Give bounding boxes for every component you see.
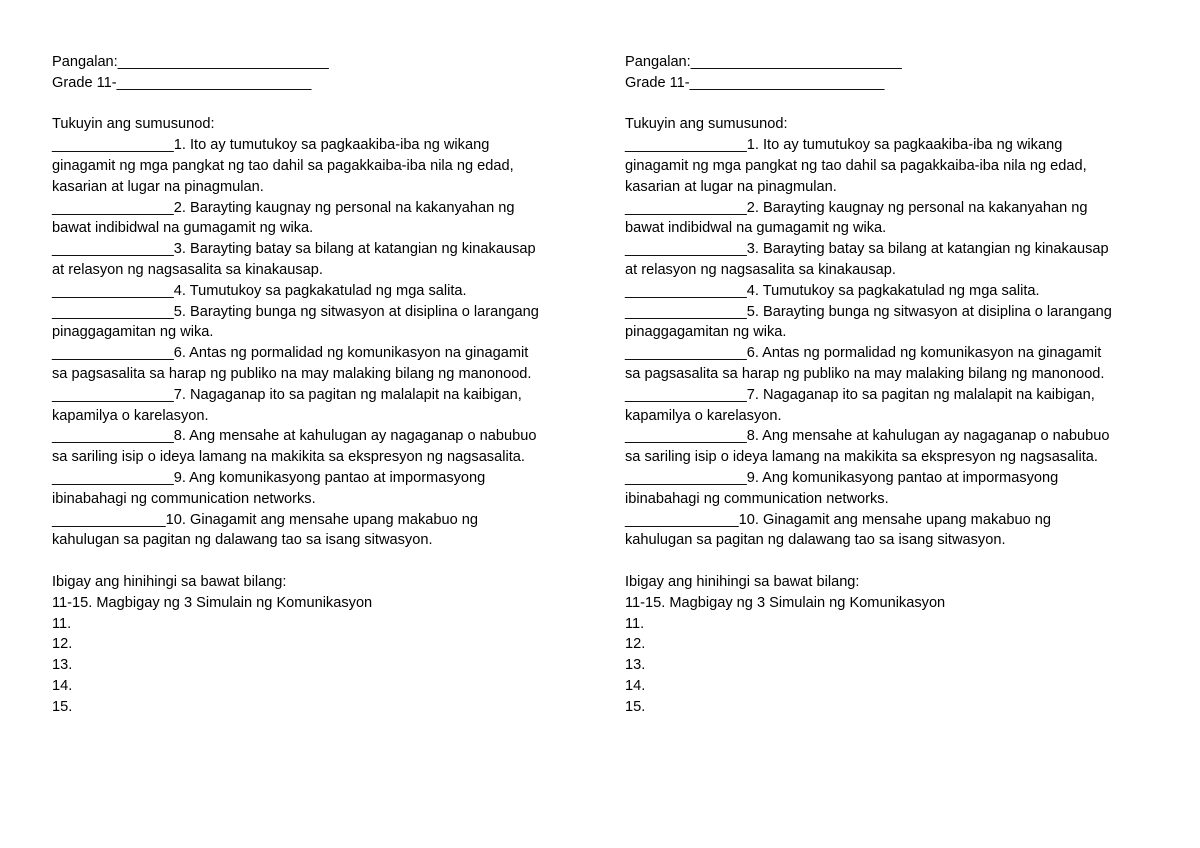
question-line: _______________2. Barayting kaugnay ng personal na kakanyahan ng xyxy=(52,199,515,216)
section2-prompt: 11-15. Magbigay ng 3 Simulain ng Komunikasyon xyxy=(52,594,373,611)
question-line: _______________6. Antas ng pormalidad ng komunikasyon na ginagamit xyxy=(52,345,529,362)
question-line: _______________5. Barayting bunga ng sitwasyon at disiplina o larangang xyxy=(625,303,1112,320)
question-line: pinaggagamitan ng wika. xyxy=(52,324,214,341)
question-line: _______________4. Tumutukoy sa pagkakatulad ng mga salita. xyxy=(52,282,467,299)
answer-number: 12. xyxy=(625,636,646,653)
grade-line: Grade 11-________________________ xyxy=(625,74,885,91)
question-line: ibinabahagi ng communication networks. xyxy=(625,490,889,507)
question-line: _______________7. Nagaganap ito sa pagitan ng malalapit na kaibigan, xyxy=(52,386,522,403)
question-line: at relasyon ng nagsasalita sa kinakausap. xyxy=(52,261,323,278)
section1-instruction: Tukuyin ang sumusunod: xyxy=(52,116,215,133)
question-line: ______________10. Ginagamit ang mensahe upang makabuo ng xyxy=(625,511,1051,528)
name-line: Pangalan:__________________________ xyxy=(625,54,902,70)
question-line: at relasyon ng nagsasalita sa kinakausap. xyxy=(625,261,896,278)
worksheet-right xyxy=(625,52,1165,718)
question-line: _______________8. Ang mensahe at kahulugan ay nagaganap o nabubuo xyxy=(625,428,1110,445)
question-line: kahulugan sa pagitan ng dalawang tao sa isang sitwasyon. xyxy=(52,532,433,549)
grade-line: Grade 11-________________________ xyxy=(52,74,312,91)
question-line: _______________3. Barayting batay sa bilang at katangian ng kinakausap xyxy=(52,241,536,258)
question-line: kapamilya o karelasyon. xyxy=(625,407,782,424)
worksheet-left xyxy=(52,52,592,718)
question-line: kapamilya o karelasyon. xyxy=(52,407,209,424)
spacer xyxy=(625,551,1165,572)
question-line: sa pagsasalita sa harap ng publiko na may malaking bilang ng manonood. xyxy=(52,365,532,382)
question-line: sa sariling isip o ideya lamang na makikita sa ekspresyon ng nagsasalita. xyxy=(52,449,525,466)
question-line: _______________1. Ito ay tumutukoy sa pagkaakiba-iba ng wikang xyxy=(52,137,490,154)
answer-number: 14. xyxy=(625,677,646,694)
answer-number: 11. xyxy=(52,615,72,632)
answer-number: 14. xyxy=(52,677,73,694)
spacer xyxy=(625,94,1165,115)
section2-instruction: Ibigay ang hinihingi sa bawat bilang: xyxy=(52,573,287,590)
answer-number: 15. xyxy=(625,698,646,715)
answer-number: 13. xyxy=(625,657,646,674)
question-line: ______________10. Ginagamit ang mensahe upang makabuo ng xyxy=(52,511,478,528)
answer-number: 13. xyxy=(52,657,73,674)
question-line: _______________1. Ito ay tumutukoy sa pagkaakiba-iba ng wikang xyxy=(625,137,1063,154)
question-line: ginagamit ng mga pangkat ng tao dahil sa pagakkaiba-iba nila ng edad, xyxy=(625,157,1087,174)
name-line: Pangalan:__________________________ xyxy=(52,54,329,70)
question-line: sa pagsasalita sa harap ng publiko na may malaking bilang ng manonood. xyxy=(625,365,1105,382)
question-line: bawat indibidwal na gumagamit ng wika. xyxy=(625,220,887,237)
question-line: kasarian at lugar na pinagmulan. xyxy=(625,178,837,195)
question-line: _______________4. Tumutukoy sa pagkakatulad ng mga salita. xyxy=(625,282,1040,299)
question-line: _______________6. Antas ng pormalidad ng komunikasyon na ginagamit xyxy=(625,345,1102,362)
question-line: kasarian at lugar na pinagmulan. xyxy=(52,178,264,195)
question-line: _______________3. Barayting batay sa bilang at katangian ng kinakausap xyxy=(625,241,1109,258)
spacer xyxy=(52,94,592,115)
answer-number: 15. xyxy=(52,698,73,715)
question-line: ibinabahagi ng communication networks. xyxy=(52,490,316,507)
question-line: _______________9. Ang komunikasyong pantao at impormasyong xyxy=(52,469,486,486)
question-line: _______________2. Barayting kaugnay ng personal na kakanyahan ng xyxy=(625,199,1088,216)
section2-prompt: 11-15. Magbigay ng 3 Simulain ng Komunikasyon xyxy=(625,594,946,611)
spacer xyxy=(52,551,592,572)
question-line: _______________7. Nagaganap ito sa pagitan ng malalapit na kaibigan, xyxy=(625,386,1095,403)
section1-instruction: Tukuyin ang sumusunod: xyxy=(625,116,788,133)
question-line: kahulugan sa pagitan ng dalawang tao sa isang sitwasyon. xyxy=(625,532,1006,549)
section2-instruction: Ibigay ang hinihingi sa bawat bilang: xyxy=(625,573,860,590)
answer-number: 11. xyxy=(625,615,645,632)
answer-number: 12. xyxy=(52,636,73,653)
question-line: pinaggagamitan ng wika. xyxy=(625,324,787,341)
question-line: bawat indibidwal na gumagamit ng wika. xyxy=(52,220,314,237)
question-line: _______________9. Ang komunikasyong pantao at impormasyong xyxy=(625,469,1059,486)
question-line: _______________5. Barayting bunga ng sitwasyon at disiplina o larangang xyxy=(52,303,539,320)
question-line: sa sariling isip o ideya lamang na makikita sa ekspresyon ng nagsasalita. xyxy=(625,449,1098,466)
question-line: ginagamit ng mga pangkat ng tao dahil sa pagakkaiba-iba nila ng edad, xyxy=(52,157,514,174)
question-line: _______________8. Ang mensahe at kahulugan ay nagaganap o nabubuo xyxy=(52,428,537,445)
